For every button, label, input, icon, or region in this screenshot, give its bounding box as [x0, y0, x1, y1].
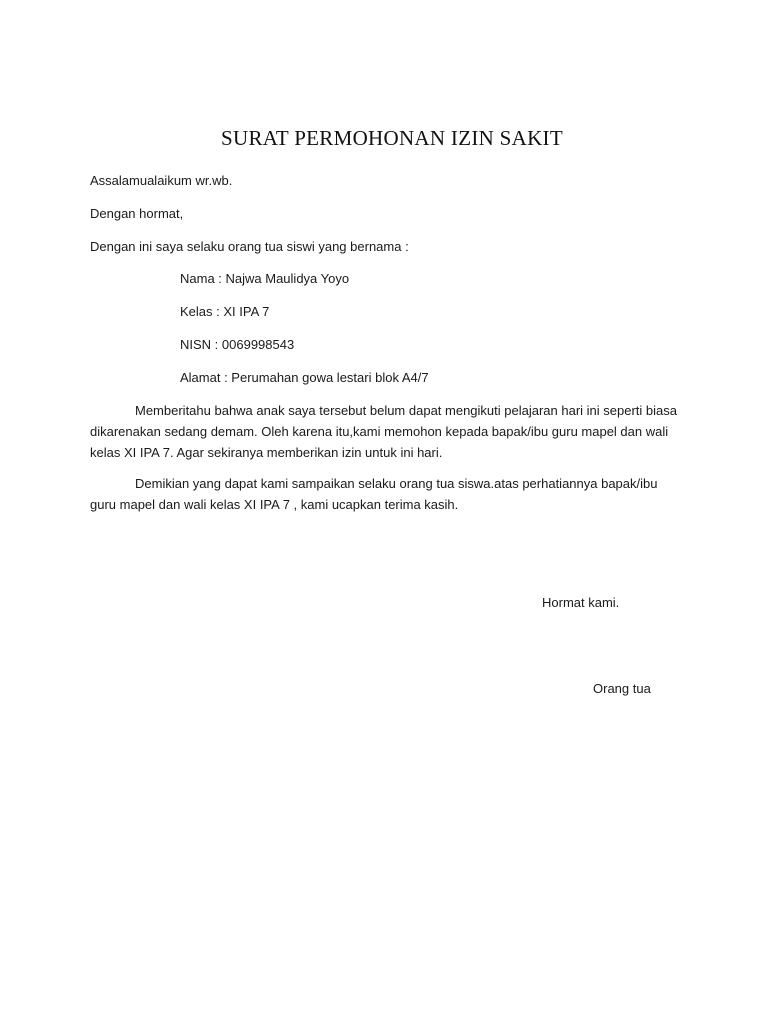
- salutation: Dengan hormat,: [90, 206, 184, 221]
- closing: Hormat kami.: [542, 595, 620, 610]
- student-name: Nama : Najwa Maulidya Yoyo: [180, 271, 350, 286]
- student-class: Kelas : XI IPA 7: [180, 304, 270, 319]
- student-address: Alamat : Perumahan gowa lestari blok A4/7: [180, 370, 429, 385]
- student-nisn: NISN : 0069998543: [180, 337, 295, 352]
- signatory: Orang tua: [593, 681, 651, 696]
- body-paragraph-2: Demikian yang dapat kami sampaikan selaku orang tua siswa.atas perhatiannya bapak/ibu guru mapel dan wali kelas XI IPA 7 , kami ucapkan terima kasih.: [90, 476, 658, 512]
- letter-title: SURAT PERMOHONAN IZIN SAKIT: [221, 126, 563, 150]
- intro-text: Dengan ini saya selaku orang tua siswi yang bernama :: [90, 239, 409, 254]
- body-paragraph-1: Memberitahu bahwa anak saya tersebut belum dapat mengikuti pelajaran hari ini seperti biasa dikarenakan sedang demam. Oleh karena itu,kami memohon kepada bapak/ibu guru mapel dan wali kelas XI IPA 7. Agar sekiranya memberikan izin untuk ini hari.: [90, 403, 677, 460]
- greeting: Assalamualaikum wr.wb.: [90, 173, 233, 188]
